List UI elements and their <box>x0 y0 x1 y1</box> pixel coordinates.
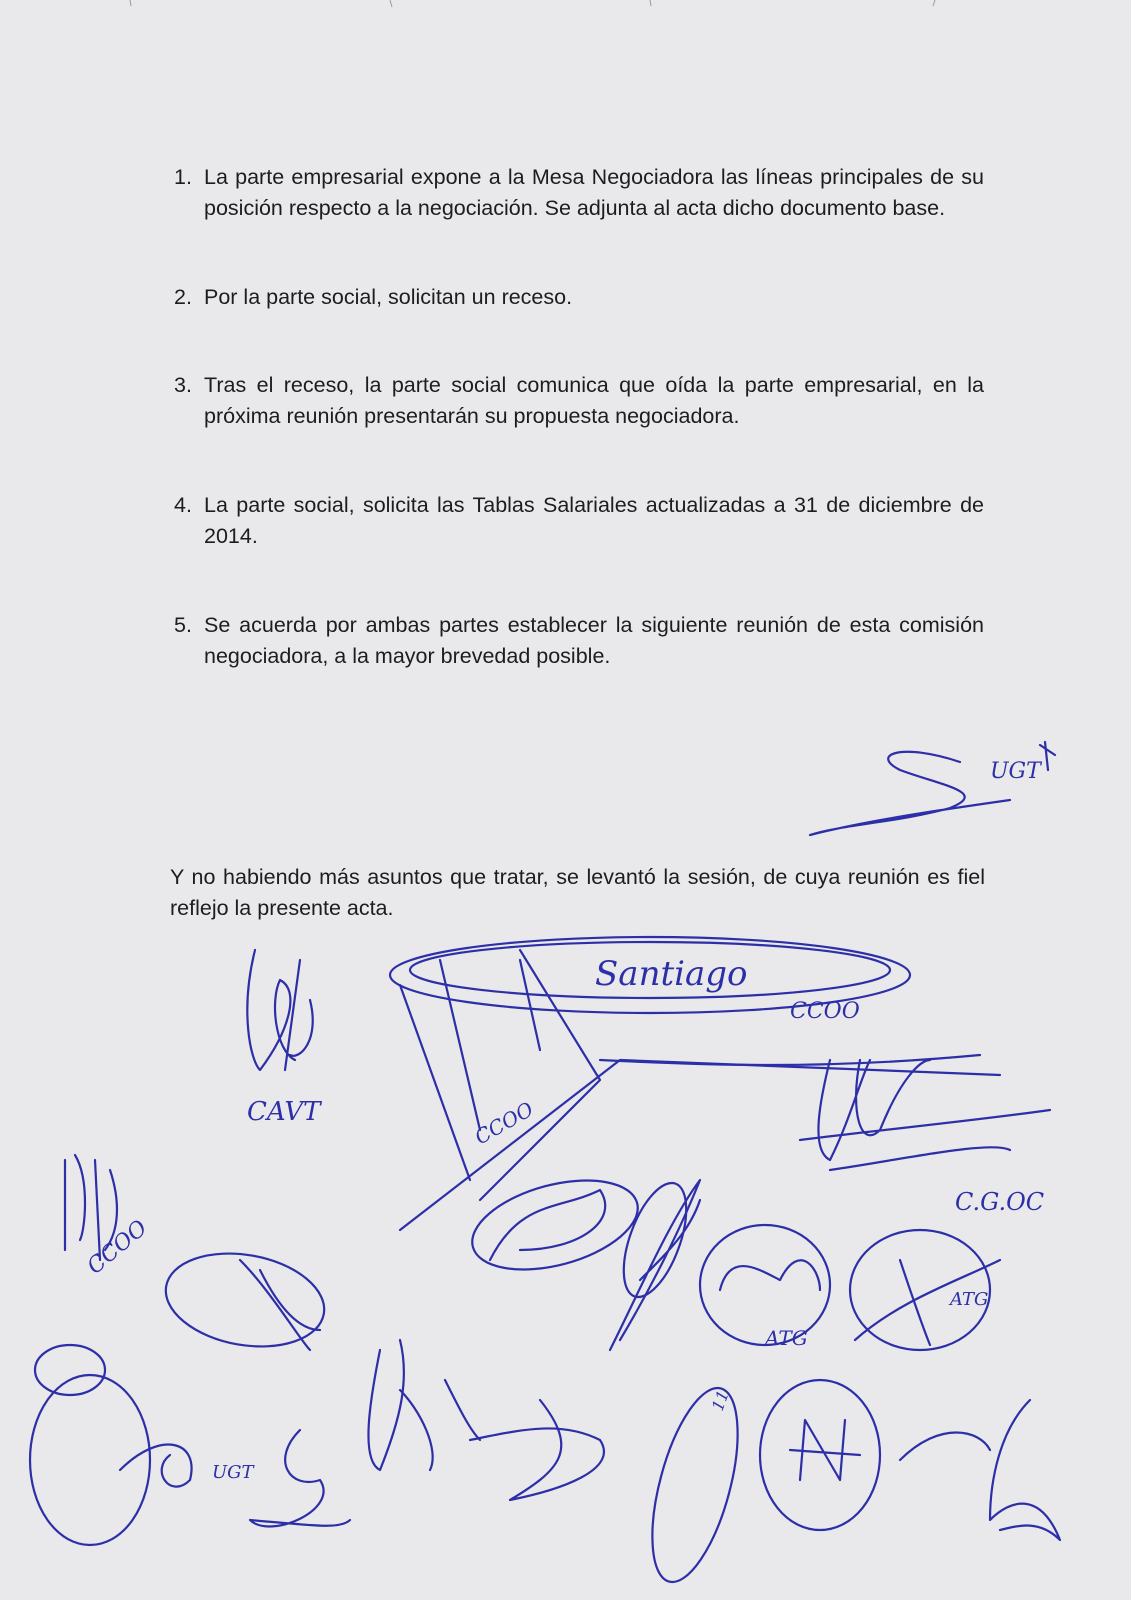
closing-statement: Y no habiendo más asuntos que tratar, se levantó la sesión, de cuya reunión es fiel reflejo la presente acta. <box>170 865 985 920</box>
signature-bottom-center <box>470 1400 604 1500</box>
signature-label: CCOO <box>790 999 860 1024</box>
item-number: 5. <box>174 613 192 637</box>
signature-ccoo-left <box>65 1155 152 1280</box>
signature-label: CAVT <box>247 1097 321 1127</box>
signature-bottom-right <box>900 1400 1060 1540</box>
signature-label: UGT <box>990 759 1041 784</box>
signature-ccoo-center <box>471 1097 538 1149</box>
signature-label: 11 <box>707 1387 733 1414</box>
item-number: 3. <box>174 373 192 397</box>
signature-cavt <box>247 950 322 1127</box>
signature-label: CCOO <box>82 1215 153 1280</box>
signature-oval-left <box>158 1242 331 1358</box>
signature-label: CCOO <box>470 1096 538 1150</box>
signature-cgoc <box>600 1055 1050 1216</box>
signature-tall <box>368 1340 480 1470</box>
signature-label: ATG <box>765 1326 808 1350</box>
item-text: La parte social, solicita las Tablas Salariales actualizadas a 31 de diciembre de 2014. <box>204 493 984 548</box>
signature-label: UGT <box>212 1462 254 1483</box>
item-number: 1. <box>174 165 192 189</box>
signature-diagonal <box>610 1175 700 1350</box>
signature-circled-n <box>760 1380 880 1530</box>
signature-vertical-oval <box>635 1379 754 1590</box>
item-text: La parte empresarial expone a la Mesa Negociadora las líneas principales de su posición respecto a la negociación. Se adjunta al acta dicho documento base. <box>204 165 984 220</box>
item-text: Tras el receso, la parte social comunica que oída la parte empresarial, en la próxima reunión presentarán su propuesta negociadora. <box>204 373 984 428</box>
signature-bottom-s <box>250 1430 350 1526</box>
signature-label: C.G.OC <box>955 1188 1045 1216</box>
signature-atg-circle <box>700 1225 830 1350</box>
signature-label: ATG <box>950 1289 989 1310</box>
signature-ugt-bottom <box>30 1345 256 1545</box>
item-number: 4. <box>174 493 192 517</box>
signature-oval-center <box>463 1164 648 1285</box>
signature-atg-right <box>850 1230 1000 1350</box>
signature-label: Santiago <box>595 954 748 994</box>
item-number: 2. <box>174 285 192 309</box>
item-text: Se acuerda por ambas partes establecer la siguiente reunión de esta comisión negociadora, a la mayor brevedad posible. <box>204 613 984 668</box>
item-text: Por la parte social, solicitan un receso. <box>204 285 573 309</box>
signature-ugt-top <box>810 742 1055 835</box>
